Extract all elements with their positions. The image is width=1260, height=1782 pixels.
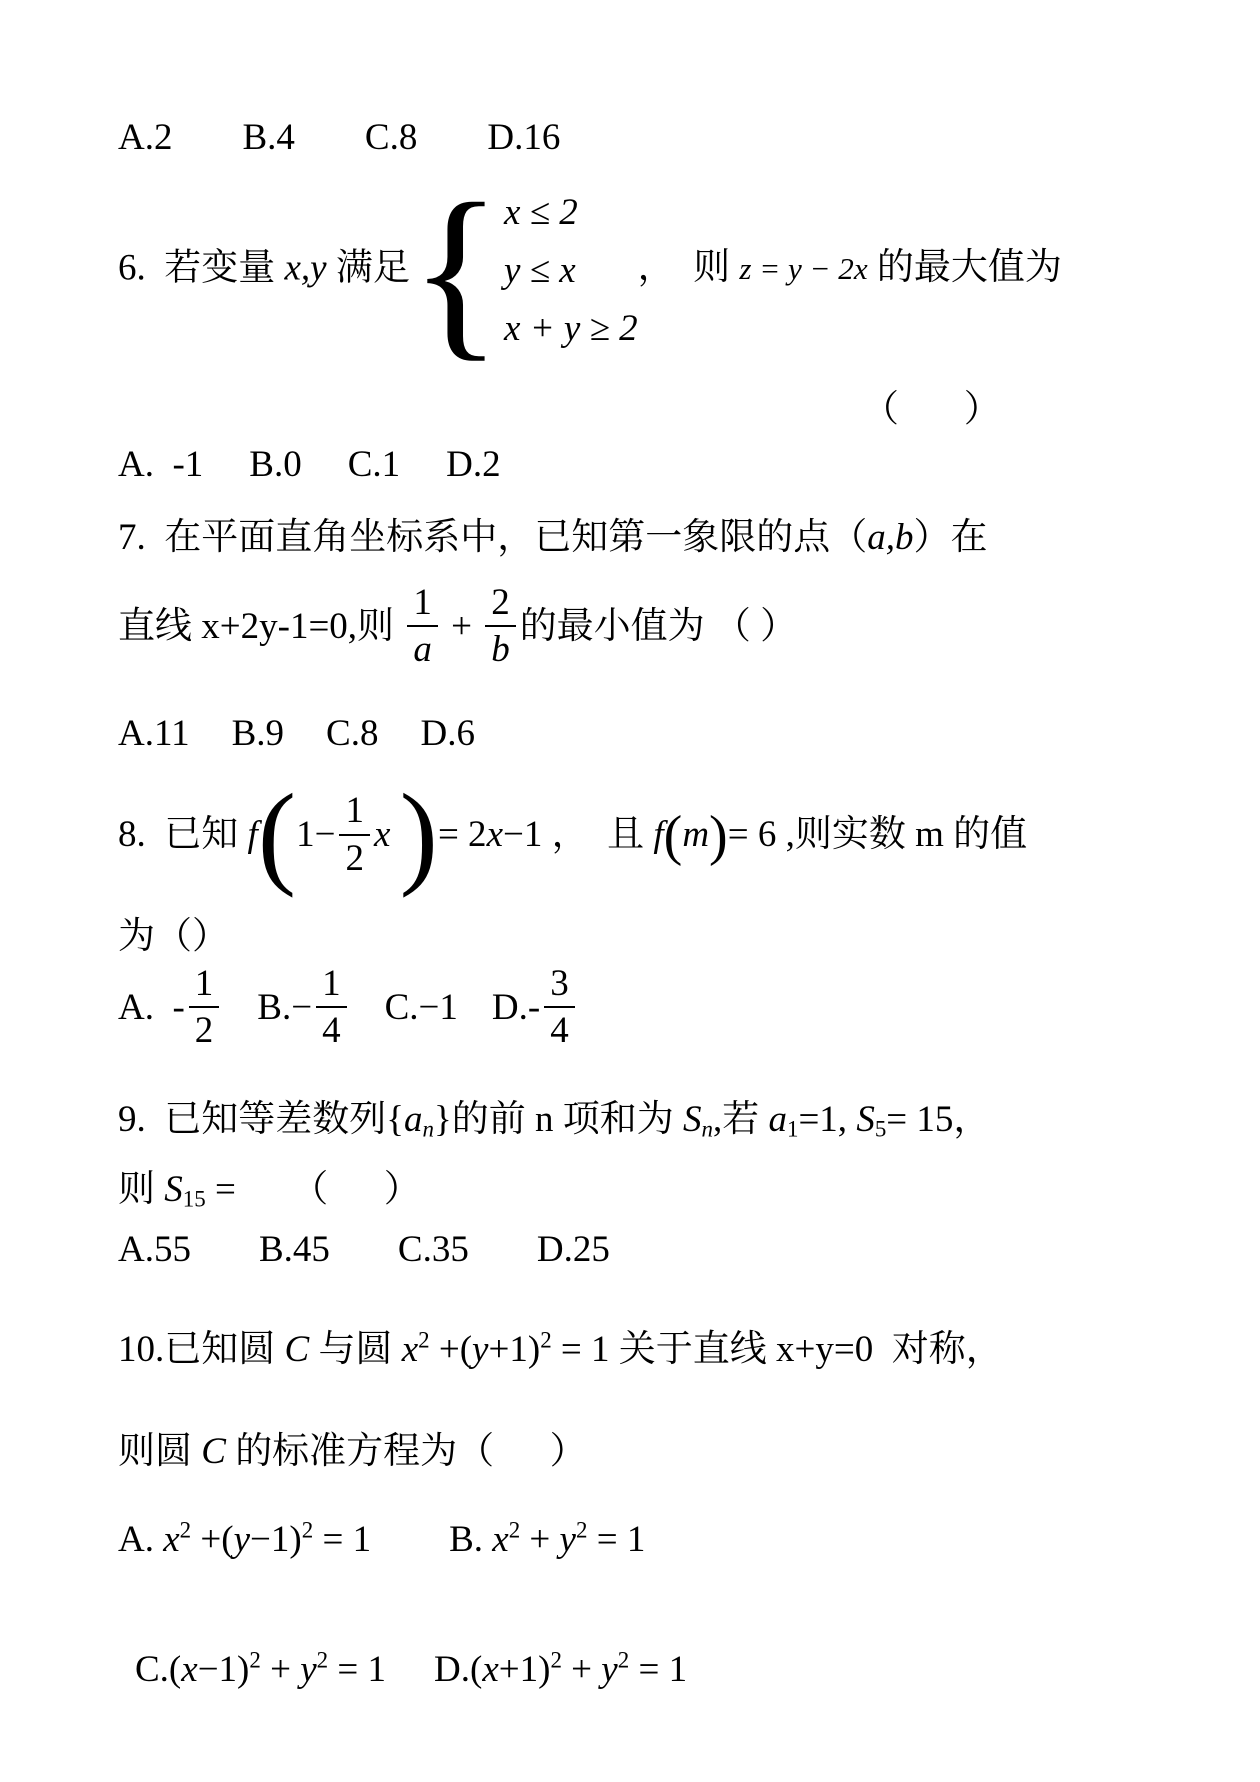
math-token: = 1 (313, 1519, 372, 1560)
math-token: 6. 若变量 (118, 247, 285, 289)
math-token: ( (257, 771, 297, 898)
math-token: C (284, 1329, 310, 1370)
math-token: + (561, 1649, 602, 1690)
math-token: 2 (540, 1327, 552, 1353)
math-token: y (472, 1329, 489, 1370)
math-token: f (247, 813, 258, 855)
math-token: D.- (491, 986, 541, 1028)
math-token: x (373, 813, 391, 855)
math-token: 1− (296, 813, 336, 855)
constraint-line-2: y ≤ x (504, 250, 576, 291)
question-9-stem-line-2 (118, 1158, 421, 1212)
question-6-options-row (118, 443, 501, 486)
math-token: 9. 已知等差数列{ (118, 1099, 405, 1140)
math-token: A. - (118, 986, 185, 1028)
option-b: B.4 (242, 117, 295, 158)
question-6-stem (118, 164, 1062, 377)
math-token: A. (118, 1519, 164, 1560)
math-token: y (233, 1519, 251, 1560)
option-b: B.45 (258, 1229, 330, 1270)
math-token: y (601, 1649, 618, 1690)
math-token: x (482, 1649, 499, 1690)
question-9-stem-line-1 (118, 1088, 990, 1142)
math-token: 则 (118, 1169, 165, 1210)
math-token: = 15， (886, 1099, 991, 1140)
math-token: a,b (867, 517, 914, 558)
option-c: C.8 (326, 713, 379, 754)
math-token: 5 (874, 1116, 887, 1142)
math-token: ) (709, 804, 728, 867)
option-d: D.6 (420, 713, 475, 754)
question-8-stem (118, 771, 1028, 898)
math-token: n (422, 1116, 434, 1142)
option-b: B.9 (231, 713, 285, 754)
math-token: }的前 n 项和为 (433, 1099, 683, 1140)
math-token: = 1 (587, 1519, 646, 1560)
constraint-line-3: x + y ≥ 2 (504, 308, 638, 349)
left-brace-symbol: { (409, 164, 503, 377)
math-token: +1) (488, 1329, 541, 1370)
answer-blank: （ ） (862, 389, 1001, 430)
question-6-answer-paren (862, 378, 1001, 432)
math-token: B. (449, 1519, 493, 1560)
option-c (385, 986, 458, 1029)
option-c: C.8 (364, 117, 418, 158)
math-token: 1 (786, 1116, 799, 1142)
math-token: 2 (617, 1647, 630, 1673)
question-10-stem-line-1 (118, 1318, 1003, 1372)
constraint-line-1: x ≤ 2 (504, 192, 578, 233)
math-token: $\frac{1}{2}$ (189, 963, 220, 1052)
math-token: n (701, 1116, 713, 1142)
q10-text-1 (118, 1329, 1003, 1370)
math-token: $\frac{3}{4}$ (544, 963, 575, 1052)
math-token: S (683, 1099, 702, 1140)
math-token: S (164, 1169, 183, 1210)
math-token: = 1 (328, 1649, 387, 1690)
q8-text-2: 为（） (118, 916, 229, 957)
option-a (118, 963, 223, 1055)
math-token: $\frac{1}{4}$ (316, 963, 347, 1052)
question-5-options-row (118, 116, 560, 159)
math-token: +1) (498, 1649, 551, 1690)
math-token: $\frac{1}{a}$ (407, 582, 438, 671)
math-token: C (201, 1431, 226, 1472)
math-token: 8. 已知 (118, 813, 248, 855)
math-token: 7. 在平面直角坐标系中，已知第一象限的点（ (118, 517, 868, 558)
math-token: 2 (316, 1647, 329, 1673)
math-token: 2 (575, 1517, 588, 1543)
math-token: C.( (135, 1649, 182, 1690)
q7-text-2 (118, 582, 798, 671)
math-token: + (441, 605, 482, 647)
math-token: 2 (179, 1517, 192, 1543)
math-token: 2 (508, 1517, 521, 1543)
option-a: A. -1 (118, 444, 204, 485)
math-token: 的最小值为 （ ） (519, 605, 798, 647)
q6-tail-text (638, 247, 1062, 288)
q10-text-2 (118, 1431, 587, 1472)
math-token: 的最大值为 (867, 247, 1062, 289)
question-8-stem-line-2 (118, 905, 229, 959)
option-a: A.55 (118, 1229, 191, 1270)
math-token: $\frac{2}{b}$ (485, 582, 516, 671)
question-8-options-row (118, 963, 579, 1055)
math-token: y (559, 1519, 576, 1560)
q9-text-2 (118, 1169, 421, 1210)
math-token (390, 814, 399, 855)
math-token: a (768, 1099, 787, 1140)
option-b (257, 963, 350, 1055)
math-token: B.− (257, 986, 313, 1028)
math-token: C.−1 (384, 986, 458, 1028)
math-token: x (401, 1329, 419, 1370)
math-token: 则圆 (118, 1431, 202, 1472)
question-10-stem-line-2 (118, 1420, 587, 1474)
math-token: 直线 x+2y-1=0,则 (118, 605, 404, 647)
math-token: x (163, 1519, 180, 1560)
option-a: A.2 (118, 117, 173, 158)
math-token: x (492, 1519, 509, 1560)
math-token: 2 (550, 1647, 562, 1673)
math-token: 与圆 (309, 1329, 402, 1370)
math-token: y (300, 1649, 317, 1690)
math-token: $\frac{1}{2}$ (339, 790, 370, 879)
math-token: 15 (182, 1186, 206, 1212)
math-token: +( (191, 1519, 234, 1560)
q6-lead-text (118, 247, 410, 288)
math-token: =1, (798, 1099, 857, 1140)
math-token: 10.已知圆 (118, 1329, 285, 1370)
math-token: −1) (250, 1519, 302, 1560)
math-token: = 1 关于直线 x+y=0 对称， (551, 1329, 1003, 1370)
option-b (449, 1518, 645, 1561)
option-c: C.35 (397, 1229, 469, 1270)
question-7-stem-line-1 (118, 506, 988, 560)
math-token: + (520, 1519, 560, 1560)
math-token: x,y (284, 247, 327, 289)
option-d (491, 963, 579, 1055)
option-b: B.0 (249, 444, 302, 485)
math-token: ）在 (913, 517, 988, 558)
math-token: f (653, 813, 664, 855)
math-token: ) (399, 771, 438, 898)
math-token: x (486, 813, 503, 855)
q9-text-1 (118, 1099, 990, 1140)
option-d: D.25 (536, 1229, 610, 1270)
option-c: C.1 (347, 444, 401, 485)
math-token: m (682, 813, 710, 855)
math-token: z = y − 2x (739, 251, 868, 287)
q7-text-1 (118, 517, 988, 558)
question-7-options-row (118, 712, 475, 755)
question-7-stem-line-2 (118, 582, 798, 674)
math-token: −1 ， 且 (503, 813, 654, 855)
question-10-options-row-ab (118, 1518, 645, 1561)
math-token: D.( (434, 1649, 483, 1690)
math-token: +( (429, 1329, 473, 1370)
math-token: a (404, 1099, 423, 1140)
math-token: 满足 (326, 247, 410, 289)
math-token: S (856, 1099, 875, 1140)
option-d (434, 1648, 687, 1691)
math-token: −1) (197, 1649, 250, 1690)
question-9-options-row (118, 1228, 610, 1271)
q8-text-1 (118, 771, 1028, 898)
math-token: = 1 (629, 1649, 688, 1690)
option-a (118, 1518, 371, 1561)
question-10-options-row-cd (135, 1648, 687, 1691)
math-token: 2 (418, 1327, 430, 1353)
math-token: = 6 ,则实数 m 的值 (727, 813, 1028, 855)
math-token: = 2 (437, 813, 487, 855)
math-token: x (181, 1649, 198, 1690)
math-token: ( (663, 804, 683, 867)
option-d: D.16 (487, 117, 561, 158)
math-token: ,若 (712, 1099, 769, 1140)
math-token: 的标准方程为（ ） (225, 1431, 587, 1472)
constraint-system (504, 184, 638, 358)
math-token: ， 则 (637, 247, 740, 289)
math-token: 2 (301, 1517, 314, 1543)
option-a: A.11 (118, 713, 190, 754)
math-token: = （ ） (205, 1169, 421, 1210)
math-token: + (260, 1649, 301, 1690)
option-d: D.2 (446, 444, 501, 485)
math-token: 2 (249, 1647, 261, 1673)
option-c (135, 1648, 386, 1691)
